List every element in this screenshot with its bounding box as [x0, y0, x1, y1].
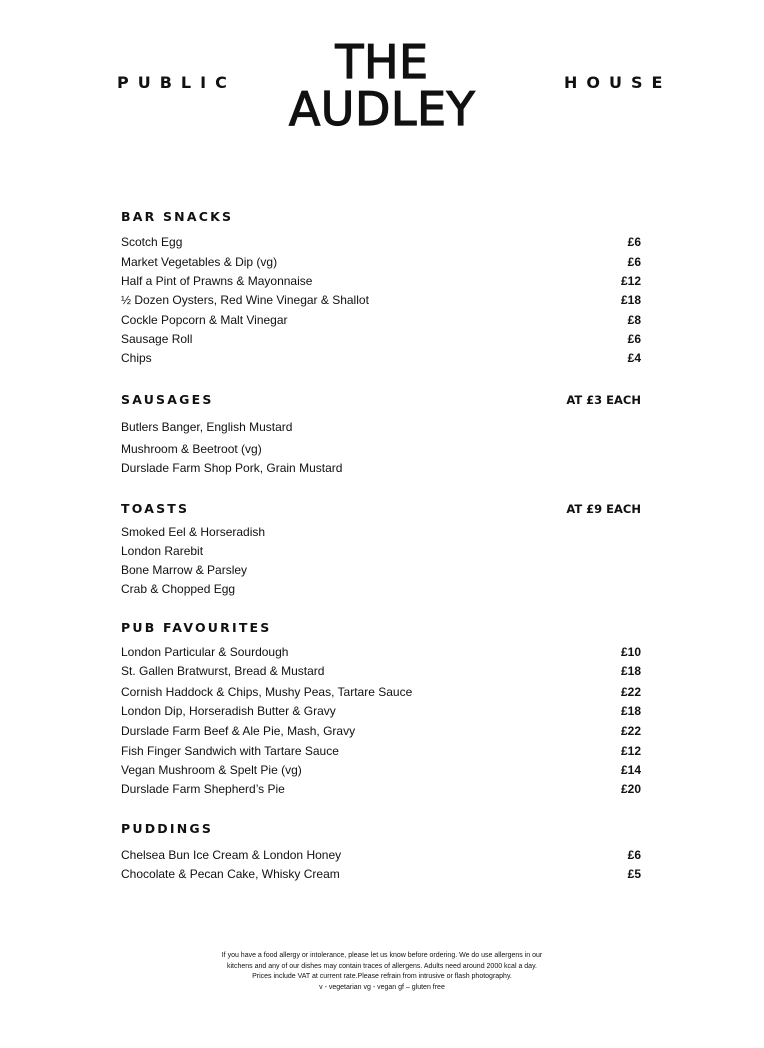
venue-title-line2: AUDLEY [288, 82, 476, 136]
item-name: Durslade Farm Shepherd’s Pie [121, 782, 285, 796]
menu-item [121, 867, 641, 883]
item-price: £22 [620, 724, 641, 738]
section-title-pub-favourites: PUB FAVOURITES [121, 620, 272, 635]
item-name: Half a Pint of Prawns & Mayonnaise [121, 274, 313, 288]
item-price: £4 [627, 351, 641, 365]
section-price-note: AT £3 EACH [566, 393, 641, 407]
menu-item [121, 293, 641, 309]
item-name: London Particular & Sourdough [121, 645, 289, 659]
header-right-word: HOUSE [564, 73, 672, 92]
section-title-toasts: TOASTS [121, 501, 190, 516]
item-price: £20 [620, 782, 641, 796]
item-price: £14 [620, 763, 641, 777]
item-price: £5 [627, 867, 641, 881]
section-price-note: AT £9 EACH [566, 502, 641, 516]
item-price: £22 [620, 685, 641, 699]
item-name: Market Vegetables & Dip (vg) [121, 255, 278, 269]
item-name: Chelsea Bun Ice Cream & London Honey [121, 848, 342, 862]
menu-item [121, 645, 641, 661]
item-name: Bone Marrow & Parsley [121, 563, 248, 577]
menu-item [121, 461, 641, 477]
section-title-sausages: SAUSAGES [121, 392, 214, 407]
item-name: Chips [121, 351, 152, 365]
menu-item [121, 744, 641, 760]
menu-item [121, 582, 641, 598]
menu-item [121, 313, 641, 329]
item-name: London Rarebit [121, 544, 204, 558]
menu-item [121, 274, 641, 290]
menu-item [121, 332, 641, 348]
menu-item [121, 420, 641, 436]
item-price: £6 [627, 235, 641, 249]
item-price: £18 [620, 293, 641, 307]
section-title-puddings: PUDDINGS [121, 821, 214, 836]
item-price: £6 [627, 332, 641, 346]
menu-item [121, 351, 641, 367]
item-price: £12 [620, 744, 641, 758]
menu-item [121, 235, 641, 251]
item-name: Cornish Haddock & Chips, Mushy Peas, Tartare Sauce [121, 685, 413, 699]
item-name: London Dip, Horseradish Butter & Gravy [121, 704, 336, 718]
item-name: Crab & Chopped Egg [121, 582, 236, 596]
footer-line: kitchens and any of our dishes may contain traces of allergens. Adults need around 2000 kcal a day. [226, 962, 537, 970]
menu-item [121, 685, 641, 701]
item-name: Cockle Popcorn & Malt Vinegar [121, 313, 288, 327]
section-title-bar-snacks: BAR SNACKS [121, 209, 234, 224]
item-name: St. Gallen Bratwurst, Bread & Mustard [121, 664, 325, 678]
menu-item [121, 782, 641, 798]
footer-line: Prices include VAT at current rate.Please refrain from intrusive or flash photography. [252, 973, 512, 980]
item-price: £8 [627, 313, 641, 327]
menu-item [121, 704, 641, 720]
item-name: ½ Dozen Oysters, Red Wine Vinegar & Shallot [121, 293, 369, 307]
item-name: Fish Finger Sandwich with Tartare Sauce [121, 744, 339, 758]
menu-item [121, 724, 641, 740]
item-price: £10 [620, 645, 641, 659]
footer-line: If you have a food allergy or intolerance, please let us know before ordering. We do use allergens in our [221, 952, 543, 959]
footer-line: v - vegetarian vg - vegan gf – gluten free [319, 983, 445, 991]
item-price: £18 [620, 704, 641, 718]
header-left-word: PUBLIC [117, 73, 236, 92]
item-name: Durslade Farm Shop Pork, Grain Mustard [121, 461, 343, 475]
venue-title-line1: THE [335, 35, 429, 89]
menu-item [121, 664, 641, 680]
menu-item [121, 848, 641, 864]
item-name: Durslade Farm Beef & Ale Pie, Mash, Gravy [121, 724, 356, 738]
item-price: £6 [627, 848, 641, 862]
item-name: Sausage Roll [121, 332, 193, 346]
menu-item [121, 563, 641, 579]
item-name: Vegan Mushroom & Spelt Pie (vg) [121, 763, 302, 777]
allergen-notice [182, 951, 582, 993]
item-name: Scotch Egg [121, 235, 183, 249]
item-name: Mushroom & Beetroot (vg) [121, 442, 262, 456]
menu-item [121, 255, 641, 271]
item-price: £6 [627, 255, 641, 269]
item-name: Butlers Banger, English Mustard [121, 420, 293, 434]
item-price: £18 [620, 664, 641, 678]
item-price: £12 [620, 274, 641, 288]
menu-item [121, 763, 641, 779]
menu-item [121, 525, 641, 541]
menu-item [121, 442, 641, 458]
item-name: Smoked Eel & Horseradish [121, 525, 266, 539]
item-name: Chocolate & Pecan Cake, Whisky Cream [121, 867, 340, 881]
menu-item [121, 544, 641, 560]
